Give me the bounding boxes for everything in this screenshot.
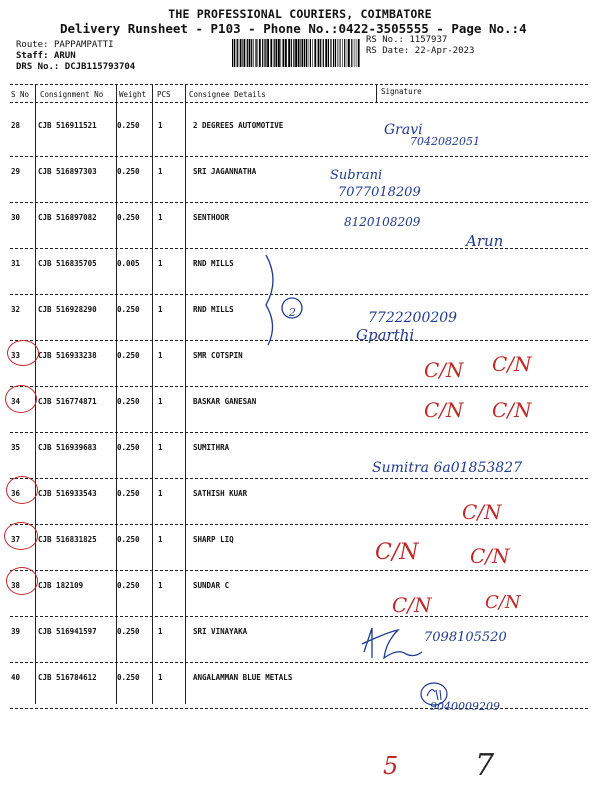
barcode-bar (283, 39, 285, 67)
rs-no-value: 1157937 (409, 35, 448, 45)
row-weight: 0.250 (117, 443, 140, 452)
barcode-bar (302, 39, 304, 67)
row-pcs: 1 (158, 213, 163, 222)
barcode-bar (234, 39, 235, 67)
handwritten-signature: Sumitra 6a01853827 (372, 460, 522, 476)
handwritten-phone: 9040009209 (430, 700, 500, 713)
barcode-bar (328, 39, 329, 67)
cn-mark: C/N (492, 398, 532, 422)
barcode-bar (344, 39, 345, 67)
col-consignee: Consignee Details (189, 90, 266, 99)
document-title: THE PROFESSIONAL COURIERS, COIMBATORE (168, 7, 432, 21)
barcode-bar (232, 39, 233, 67)
barcode-bar (237, 39, 238, 67)
barcode (232, 39, 360, 67)
footer-tally: 5 (383, 752, 399, 780)
row-consignment-no: CJB 516784612 (38, 673, 97, 682)
rs-date-line (366, 46, 474, 56)
cn-mark: C/N (424, 398, 464, 422)
rs-date-value: 22-Apr-2023 (414, 46, 475, 56)
col-sno: S No (11, 90, 30, 99)
barcode-bar (253, 39, 254, 67)
row-consignee: SUNDAR C (193, 581, 230, 590)
barcode-bar (288, 39, 290, 67)
barcode-bar (342, 39, 343, 67)
row-separator (10, 570, 588, 571)
row-sno: 33 (11, 351, 21, 360)
barcode-bar (351, 39, 352, 67)
barcode-bar (259, 39, 261, 67)
table-row (10, 158, 590, 203)
row-pcs: 1 (158, 167, 163, 176)
row-consignment-no: CJB 516835705 (38, 259, 97, 268)
row-separator (10, 524, 588, 525)
barcode-bar (265, 39, 266, 67)
barcode-bar (333, 39, 334, 67)
row-sno: 31 (11, 259, 21, 268)
barcode-bar (312, 39, 313, 67)
row-consignee: SUMITHRA (193, 443, 230, 452)
row-sno: 39 (11, 627, 21, 636)
barcode-bar (256, 39, 257, 67)
row-pcs: 1 (158, 443, 163, 452)
row-consignee: SRI VINAYAKA (193, 627, 248, 636)
col-consignment: Consignment No (40, 90, 104, 99)
barcode-bar (348, 39, 350, 67)
handwritten-phone: 7098105520 (424, 630, 507, 645)
barcode-bar (285, 39, 287, 67)
row-consignee: BASKAR GANESAN (193, 397, 257, 406)
row-pcs: 1 (158, 351, 163, 360)
barcode-bar (298, 39, 300, 67)
staff-label: Staff: (16, 51, 49, 61)
barcode-bar (335, 39, 336, 67)
barcode-bar (358, 39, 360, 67)
row-consignee: ANGALAMMAN BLUE METALS (193, 673, 293, 682)
row-weight: 0.250 (117, 167, 140, 176)
handwritten-phone: 8120108209 (344, 215, 421, 229)
row-consignee: SHARP LIQ (193, 535, 234, 544)
barcode-bar (293, 39, 294, 67)
row-separator (10, 708, 588, 709)
row-weight: 0.250 (117, 351, 140, 360)
barcode-bar (330, 39, 331, 67)
row-weight: 0.250 (117, 397, 140, 406)
row-sno: 34 (11, 397, 21, 406)
row-separator (10, 662, 588, 663)
row-sno: 37 (11, 535, 21, 544)
row-consignee: SMR COTSPIN (193, 351, 243, 360)
row-weight: 0.250 (117, 673, 140, 682)
row-separator (10, 202, 588, 203)
col-signature: Signature (381, 87, 422, 96)
row-pcs: 1 (158, 581, 163, 590)
row-consignee: 2 DEGREES AUTOMOTIVE (193, 121, 284, 130)
bracket-number: 2 (289, 306, 296, 319)
barcode-bar (244, 39, 246, 67)
row-pcs: 1 (158, 535, 163, 544)
staff-value: ARUN (53, 51, 76, 61)
barcode-bar (310, 39, 311, 67)
barcode-bar (278, 39, 280, 67)
row-pcs: 1 (158, 627, 163, 636)
header-top-rule (10, 84, 588, 85)
row-consignment-no: CJB 516939683 (38, 443, 97, 452)
handwritten-phone: 7042082051 (410, 135, 480, 148)
barcode-bar (308, 39, 309, 67)
row-weight: 0.250 (117, 581, 140, 590)
row-consignment-no: CJB 182109 (38, 581, 84, 590)
barcode-bar (320, 39, 321, 67)
row-consignee: SENTHOOR (193, 213, 230, 222)
red-circle-mark (6, 567, 38, 595)
barcode-bar (300, 39, 301, 67)
drs-line (16, 62, 135, 72)
red-circle-mark (6, 476, 38, 504)
row-sno: 40 (11, 673, 21, 682)
cn-mark: C/N (375, 540, 419, 565)
handwritten-phone: 7722200209 (368, 310, 458, 326)
row-consignment-no: CJB 516933238 (38, 351, 97, 360)
row-consignment-no: CJB 516897082 (38, 213, 97, 222)
row-consignment-no: CJB 516933543 (38, 489, 97, 498)
red-circle-mark (4, 522, 38, 550)
barcode-bar (339, 39, 340, 67)
handwritten-phone: 7077018209 (338, 185, 421, 200)
drs-value: DCJB115793704 (64, 62, 136, 72)
header-bottom-rule (10, 102, 588, 103)
cn-mark: C/N (485, 592, 521, 613)
barcode-bar (270, 39, 272, 67)
barcode-bar (236, 39, 237, 67)
barcode-bar (249, 39, 251, 67)
barcode-bar (274, 39, 275, 67)
table-row (10, 664, 590, 709)
row-separator (10, 478, 588, 479)
route-line (16, 40, 114, 50)
row-sno: 32 (11, 305, 21, 314)
row-consignment-no: CJB 516897303 (38, 167, 97, 176)
row-pcs: 1 (158, 121, 163, 130)
barcode-bar (251, 39, 252, 67)
row-sno: 36 (11, 489, 21, 498)
barcode-bar (281, 39, 282, 67)
row-sno: 38 (11, 581, 21, 590)
col-divider (376, 84, 377, 102)
barcode-bar (304, 39, 305, 67)
row-sno: 29 (11, 167, 21, 176)
barcode-bar (262, 39, 263, 67)
row-separator (10, 432, 588, 433)
barcode-bar (276, 39, 278, 67)
row-pcs: 1 (158, 397, 163, 406)
route-value: PAPPAMPATTI (53, 40, 114, 50)
route-label: Route: (16, 40, 49, 50)
row-consignment-no: CJB 516928290 (38, 305, 97, 314)
row-sno: 30 (11, 213, 21, 222)
col-weight: Weight (119, 90, 147, 99)
row-weight: 0.250 (117, 213, 140, 222)
row-consignee: SATHISH KUAR (193, 489, 248, 498)
barcode-bar (323, 39, 324, 67)
drs-label: DRS No.: (16, 62, 60, 72)
handwritten-signature: Arun (466, 232, 504, 250)
bracket-mark (258, 250, 318, 350)
row-separator (10, 156, 588, 157)
barcode-bar (356, 39, 357, 67)
scribble-signature (358, 622, 426, 666)
handwritten-signature: Subrani (330, 168, 383, 183)
rs-date-label: RS Date: (366, 46, 410, 56)
cn-mark: C/N (462, 500, 502, 524)
barcode-bar (338, 39, 339, 67)
barcode-bar (264, 39, 265, 67)
row-consignment-no: CJB 516831825 (38, 535, 97, 544)
row-weight: 0.250 (117, 121, 140, 130)
barcode-bar (354, 39, 355, 67)
row-consignment-no: CJB 516911521 (38, 121, 97, 130)
row-weight: 0.250 (117, 305, 140, 314)
rs-no-label: RS No.: (366, 35, 404, 45)
row-pcs: 1 (158, 305, 163, 314)
runsheet-subtitle: Delivery Runsheet - P103 - Phone No.:0422-3505555 - Page No.:4 (60, 21, 527, 36)
red-circle-mark (5, 385, 37, 413)
rs-no-line (366, 35, 447, 45)
col-pcs: PCS (157, 90, 171, 99)
cn-mark: C/N (424, 358, 464, 382)
cn-mark: C/N (392, 593, 432, 617)
barcode-bar (347, 39, 348, 67)
row-consignee: RND MILLS (193, 259, 234, 268)
barcode-bar (242, 39, 243, 67)
footer-tally: 7 (475, 748, 495, 783)
barcode-bar (267, 39, 269, 67)
barcode-bar (247, 39, 248, 67)
row-pcs: 1 (158, 673, 163, 682)
row-consignee: RND MILLS (193, 305, 234, 314)
row-separator (10, 386, 588, 387)
handwritten-signature: Gravi (384, 122, 423, 138)
barcode-bar (306, 39, 307, 67)
cn-mark: C/N (492, 352, 532, 376)
row-sno: 28 (11, 121, 21, 130)
row-weight: 0.250 (117, 627, 140, 636)
handwritten-signature: Gparthi (356, 326, 415, 344)
row-consignment-no: CJB 516941597 (38, 627, 97, 636)
barcode-bar (318, 39, 320, 67)
barcode-bar (295, 39, 297, 67)
row-pcs: 1 (158, 489, 163, 498)
row-sno: 35 (11, 443, 21, 452)
row-weight: 0.250 (117, 535, 140, 544)
table-row (10, 112, 590, 157)
barcode-bar (314, 39, 316, 67)
barcode-bar (340, 39, 341, 67)
row-consignee: SRI JAGANNATHA (193, 167, 257, 176)
barcode-bar (291, 39, 292, 67)
barcode-bar (325, 39, 327, 67)
row-weight: 0.005 (117, 259, 140, 268)
row-consignment-no: CJB 516774871 (38, 397, 97, 406)
row-pcs: 1 (158, 259, 163, 268)
cn-mark: C/N (470, 544, 510, 568)
barcode-bar (240, 39, 242, 67)
barcode-bar (255, 39, 256, 67)
table-row (10, 480, 590, 525)
row-weight: 0.250 (117, 489, 140, 498)
red-circle-mark (7, 340, 39, 366)
staff-line (16, 51, 76, 61)
row-separator (10, 616, 588, 617)
